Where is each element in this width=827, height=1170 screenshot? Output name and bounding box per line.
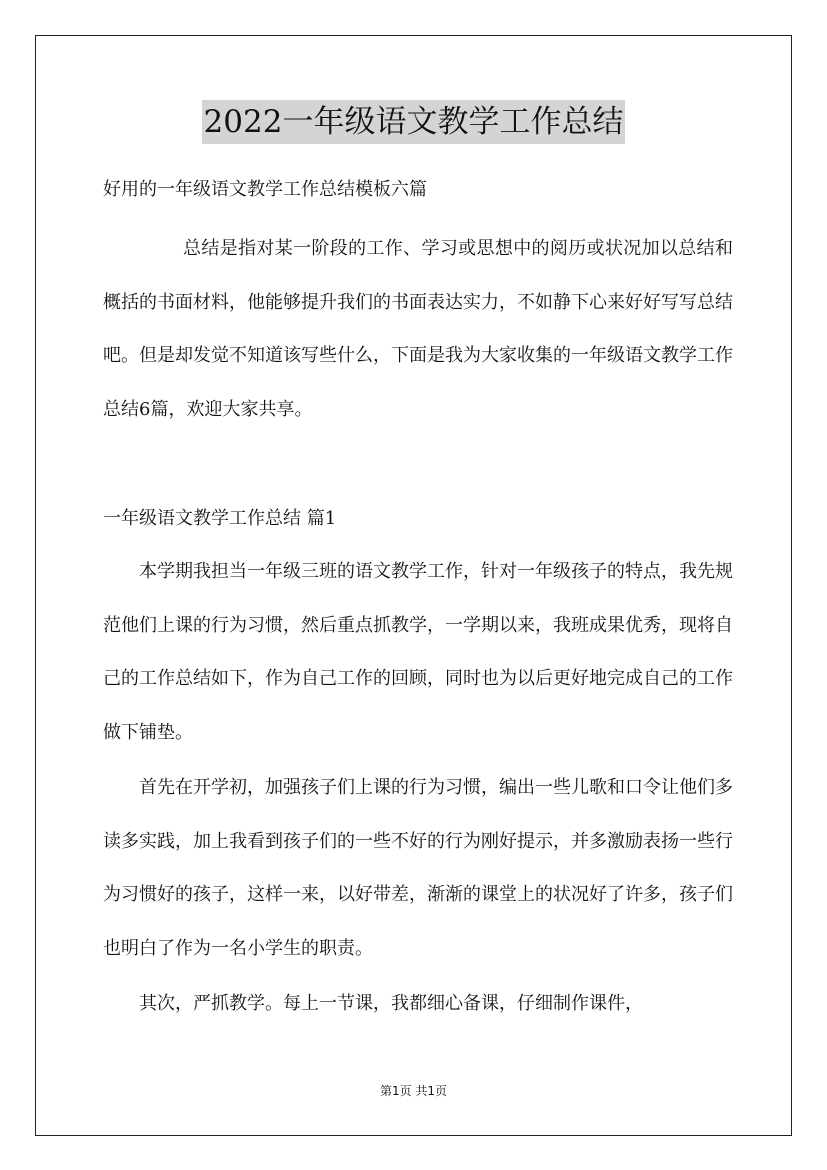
document-title: 2022一年级语文教学工作总结 bbox=[202, 100, 626, 144]
page-number: 第1页 共1页 bbox=[379, 1084, 448, 1098]
body-paragraph: 其次，严抓教学。每上一节课，我都细心备课，仔细制作课件， bbox=[139, 993, 643, 1014]
intro-paragraph: 总结是指对某一阶段的工作、学习或思想中的阅历或状况加以总结和概括的书面材料，他能够提升我们的书面表达实力，不如静下心来好好写写总结吧。但是却发觉不知道该写些什么，下面是我为大家收集的一年级语文教学工作总结6篇，欢迎大家共享。 bbox=[103, 238, 733, 420]
section-heading: 一年级语文教学工作总结 篇1 bbox=[103, 508, 337, 529]
page-footer bbox=[0, 1082, 827, 1100]
document-title-wrapper bbox=[0, 100, 827, 144]
body-paragraph: 首先在开学初，加强孩子们上课的行为习惯，编出一些儿歌和口令让他们多读多实践，加上我看到孩子们的一些不好的行为刚好提示，并多激励表扬一些行为习惯好的孩子，这样一来，以好带差，渐渐的课堂上的状况好了许多，孩子们也明白了作为一名小学生的职责。 bbox=[103, 777, 733, 959]
body-paragraph: 本学期我担当一年级三班的语文教学工作，针对一年级孩子的特点，我先规范他们上课的行为习惯，然后重点抓教学，一学期以来，我班成果优秀，现将自己的工作总结如下，作为自己工作的回顾，同时也为以后更好地完成自己的工作做下铺垫。 bbox=[103, 561, 733, 743]
document-subtitle: 好用的一年级语文教学工作总结模板六篇 bbox=[103, 179, 427, 200]
